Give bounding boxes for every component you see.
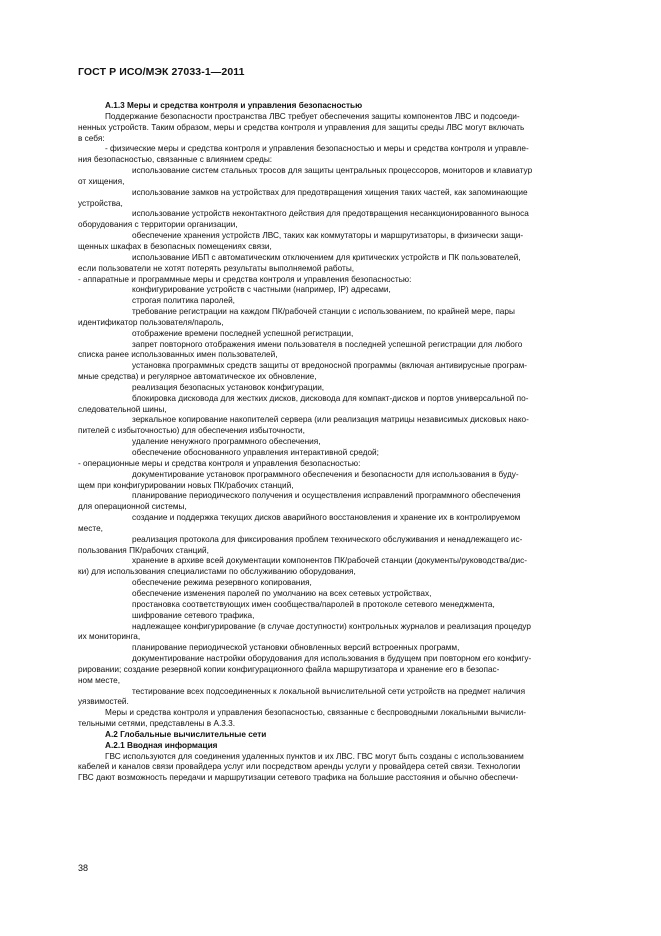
text-line: шифрование сетевого трафика, [132,610,255,620]
section-heading: А.2 Глобальные вычислительные сети [105,729,267,739]
text-line: использование систем стальных тросов для защиты центральных процессоров, мониторов и клавиатур [132,166,533,176]
text-line: для операционной системы, [78,502,187,512]
page-header-title: ГОСТ Р ИСО/МЭК 27033-1—2011 [78,66,245,78]
text-line: обеспечение хранения устройств ЛВС, таких как коммутаторы и маршрутизаторы, в физически защи- [132,231,524,241]
text-line: следовательной шины, [78,404,167,414]
text-line: устройства, [78,198,123,208]
text-line: хранение в архиве всей документации компонентов ПК/рабочей станции (документы/руководства/дис- [132,556,527,566]
text-line: отображение времени последней успешной регистрации, [132,328,354,338]
text-line: щем при конфигурировании новых ПК/рабочих станций, [78,480,294,490]
text-line: документирование настройки оборудования для использования в будущем при повторном его конфигу- [132,654,532,664]
text-line: использование замков на устройствах для предотвращения хищения таких частей, как запоминающие [132,187,528,197]
text-line: ГВС используются для соединения удаленных пунктов и их ЛВС. ГВС могут быть созданы с использованием [105,751,524,761]
text-line: - операционные меры и средства контроля и управления безопасностью: [78,458,361,468]
text-line: их мониторинга, [78,632,141,642]
text-line: использование ИБП с автоматическим отключением для критических устройств и ПК пользователей, [132,252,521,262]
text-line: от хищения, [78,176,125,186]
text-line: зеркальное копирование накопителей сервера (или реализация матрицы независимых дисковых нако- [132,415,529,425]
text-line: документирование установок программного обеспечения и безопасности для использования в буду- [132,469,519,479]
text-line: ненных устройств. Таким образом, меры и средства контроля и управления для защиты среды ЛВС могут включать [78,122,525,132]
text-line: запрет повторного отображения имени пользователя в последней успешной регистрации для любого [132,339,523,349]
text-line: использование устройств неконтактного действия для предотвращения несанкционированного выноса [132,209,529,219]
text-line: обеспечение изменения паролей по умолчанию на всех сетевых устройствах, [132,588,432,598]
text-line: тельными сетями, представлены в А.3.3. [78,719,235,729]
text-line: идентификатор пользователя/пароль, [78,317,224,327]
page-number: 38 [78,863,89,873]
text-line: списка ранее использованных имен пользователей, [78,350,278,360]
text-line: удаление ненужного программного обеспечения, [132,437,321,447]
text-line: ния безопасностью, связанные с влиянием среды: [78,155,273,165]
text-line: рировании; создание резервной копии конфигурационного файла маршрутизатора и хранение его в безопас- [78,664,500,674]
text-line: планирование периодической установки обновленных версий встроенных программ, [132,643,460,653]
document-body [78,101,618,784]
text-line: кабелей и каналов связи провайдера услуг или посредством аренды услуги у провайдера сетей связи. Технологии [78,762,521,772]
text-line: Меры и средства контроля и управления безопасностью, связанные с беспроводными локальными вычисли- [105,708,526,718]
text-line: ном месте, [78,675,121,685]
text-line: тестирование всех подсоединенных к локальной вычислительной сети устройств на предмет наличия [132,686,526,696]
text-line: надлежащее конфигурирование (в случае доступности) контрольных журналов и реализация процедур [132,621,531,631]
text-line: щенных шкафах в безопасных помещениях связи, [78,241,272,251]
text-line: Поддержание безопасности пространства ЛВС требует обеспечения защиты компонентов ЛВС и подсоеди- [105,111,520,121]
text-line: пителей с избыточностью) для обеспечения избыточности, [78,426,305,436]
text-line: простановка соответствующих имен сообщества/паролей в протоколе сетевого менеджмента, [132,599,495,609]
text-line: если пользователи не хотят потерять результаты выполняемой работы, [78,263,355,273]
text-line: уязвимостей. [78,697,129,707]
text-line: обеспечение обоснованного управления интерактивной средой; [132,448,379,457]
text-line: месте, [78,523,103,533]
text-line: создание и поддержка текущих дисков аварийного восстановления и хранение их в контролируемом [132,513,521,523]
section-heading: A.1.3 Меры и средства контроля и управления безопасностью [105,101,363,110]
text-line: - физические меры и средства контроля и управления безопасностью и меры и средства контроля и управле- [105,144,529,154]
text-line: оборудования с территории организации, [78,220,238,230]
text-line: конфигурирование устройств с частными (например, IP) адресами, [132,285,391,295]
text-line: планирование периодического получения и осуществления исправлений программного обеспечения [132,491,521,501]
text-line: ки) для использования специалистами по обслуживанию оборудования, [78,567,356,577]
text-line: - аппаратные и программные меры и средства контроля и управления безопасностью: [78,274,412,284]
text-line: пользования ПК/рабочих станций, [78,545,209,555]
section-heading: А.2.1 Вводная информация [105,740,218,750]
text-line: реализация протокола для фиксирования проблем технического обслуживания и ненадлежащего ис- [132,534,523,544]
text-line: обеспечение режима резервного копирования, [132,578,312,588]
text-line: блокировка дисковода для жестких дисков, дисковода для компакт-дисков и портов универсальной по- [132,393,529,403]
text-line: в себя: [78,133,105,143]
text-line: строгая политика паролей, [132,296,235,306]
text-line: установка программных средств защиты от вредоносной программы (включая антивирусные програм- [132,361,528,371]
text-line: реализация безопасных установок конфигурации, [132,382,325,392]
text-line: требование регистрации на каждом ПК/рабочей станции с использованием, по крайней мере, пары [132,307,515,317]
text-line: мные средства) и регулярное автоматическое их обновление, [78,372,317,382]
text-line: ГВС дают возможность передачи и маршрутизации сетевого трафика на большие расстояния и обычно обеспечи- [78,773,519,783]
